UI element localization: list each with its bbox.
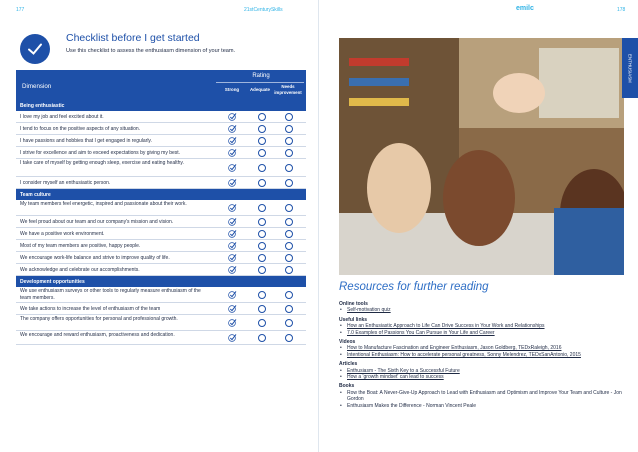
adequate-radio[interactable] (258, 242, 266, 250)
item-text: We use enthusiasm surveys or other tools to regularly measure enthusiasm of the team members. (20, 288, 201, 301)
item-text: We have a positive work environment. (20, 230, 105, 237)
item-text: The company offers opportunities for personal and professional growth. (20, 316, 178, 322)
checked-checkbox-icon[interactable] (228, 178, 237, 187)
resources-list (339, 298, 624, 409)
checked-checkbox-icon[interactable] (228, 229, 237, 238)
adequate-radio[interactable] (258, 113, 266, 121)
adequate-radio[interactable] (258, 319, 266, 327)
table-row (16, 216, 306, 228)
item-text: I have passions and hobbies that I get engaged in regularly. (20, 137, 152, 144)
checked-checkbox-icon[interactable] (228, 217, 237, 226)
resource-group-heading: Useful links (339, 316, 368, 323)
resource-item[interactable] (339, 374, 624, 380)
header-tag: 21stCenturySkills (244, 7, 283, 13)
resource-item[interactable] (339, 307, 624, 313)
table-row (16, 315, 306, 331)
checked-checkbox-icon[interactable] (228, 318, 237, 327)
checked-checkbox-icon[interactable] (228, 148, 237, 157)
table-row (16, 264, 306, 276)
checked-checkbox-icon[interactable] (228, 163, 237, 172)
needs-improvement-radio[interactable] (285, 113, 293, 121)
resource-item (339, 403, 624, 409)
table-row (16, 147, 306, 159)
table-row (16, 177, 306, 189)
adequate-radio[interactable] (258, 125, 266, 133)
checked-checkbox-icon[interactable] (228, 136, 237, 145)
checked-checkbox-icon[interactable] (228, 112, 237, 121)
item-text: I take care of myself by getting enough sleep, exercise and eating healthy. (20, 160, 184, 166)
resource-link[interactable]: Intentional Enthusiasm: How to accelerate personal greatness, Sonny Melendrez, TEDxSanAntonio, 2015 (347, 351, 581, 358)
resource-text: Row the Boat: A Never-Give-Up Approach to Lead with Enthusiasm and Optimism and Improve Your Team and Culture - Jon Gordon (347, 389, 622, 403)
needs-improvement-radio[interactable] (285, 179, 293, 187)
needs-improvement-radio[interactable] (285, 218, 293, 226)
adequate-radio[interactable] (258, 179, 266, 187)
item-text: I strive for excellence and aim to exceed expectations by giving my best. (20, 149, 181, 156)
page-subtitle: Use this checklist to assess the enthusiasm dimension of your team. (66, 48, 236, 54)
resource-item[interactable] (339, 330, 624, 336)
resource-group-heading: Videos (339, 339, 356, 346)
col-strong: Strong (224, 87, 240, 92)
table-row (16, 123, 306, 135)
adequate-radio[interactable] (258, 230, 266, 238)
resource-group-heading: Books (339, 383, 355, 390)
checked-checkbox-icon[interactable] (228, 265, 237, 274)
adequate-radio[interactable] (258, 305, 266, 313)
page-number-left: 177 (16, 7, 25, 13)
adequate-radio[interactable] (258, 204, 266, 212)
needs-improvement-radio[interactable] (285, 204, 293, 212)
resource-text: Enthusiasm Makes the Difference - Norman Vincent Peale (347, 402, 477, 409)
checked-checkbox-icon[interactable] (228, 203, 237, 212)
brand-logo: emilc (516, 5, 534, 12)
table-row (16, 200, 306, 216)
checklist-table (16, 70, 306, 345)
needs-improvement-radio[interactable] (285, 137, 293, 145)
needs-improvement-radio[interactable] (285, 319, 293, 327)
team-photo (339, 38, 624, 275)
table-header (16, 70, 306, 100)
adequate-radio[interactable] (258, 137, 266, 145)
resource-link[interactable]: 7.0 Examples of Passions You Can Pursue in Your Life and Career (347, 329, 495, 336)
table-row (16, 159, 306, 177)
item-text: I consider myself an enthusiastic person. (20, 179, 111, 186)
needs-improvement-radio[interactable] (285, 305, 293, 313)
needs-improvement-radio[interactable] (285, 334, 293, 342)
needs-improvement-radio[interactable] (285, 149, 293, 157)
adequate-radio[interactable] (258, 218, 266, 226)
checked-checkbox-icon[interactable] (228, 253, 237, 262)
table-row (16, 287, 306, 303)
item-text: We acknowledge and celebrate our accomplishments. (20, 266, 140, 273)
table-row (16, 303, 306, 315)
needs-improvement-radio[interactable] (285, 125, 293, 133)
resource-link[interactable]: How to Manufacture Fascination and Engineer Enthusiasm, Jason Goldberg, TEDxRaleigh, 2016 (347, 345, 562, 352)
needs-improvement-radio[interactable] (285, 164, 293, 172)
table-row (16, 228, 306, 240)
resources-title: Resources for further reading (339, 281, 489, 293)
dimension-header: Dimension (22, 83, 52, 90)
checked-checkbox-icon[interactable] (228, 290, 237, 299)
adequate-radio[interactable] (258, 254, 266, 262)
book-spine (318, 0, 319, 452)
item-text: Most of my team members are positive, happy people. (20, 242, 141, 249)
rating-divider (216, 82, 304, 83)
needs-improvement-radio[interactable] (285, 242, 293, 250)
item-text: We encourage work-life balance and strive to improve quality of life. (20, 254, 170, 261)
table-row (16, 331, 306, 345)
resource-link[interactable]: Enthusiasm - The Sixth Key to a Successful Future (347, 367, 460, 374)
adequate-radio[interactable] (258, 164, 266, 172)
col-adequate: Adequate (249, 87, 270, 92)
resource-link[interactable]: How an Enthusiastic Approach to Life Can Drive Success in Your Work and Relationships (347, 323, 545, 330)
table-row (16, 111, 306, 123)
resource-link[interactable]: How a 'growth mindset' can lead to success (347, 374, 444, 381)
section-side-tab: ENTHUSIASM (622, 38, 638, 98)
checked-checkbox-icon[interactable] (228, 241, 237, 250)
table-row (16, 135, 306, 147)
section-header (16, 276, 306, 287)
item-text: We take actions to increase the level of enthusiasm of the team (20, 305, 161, 312)
needs-improvement-radio[interactable] (285, 266, 293, 274)
adequate-radio[interactable] (258, 149, 266, 157)
page-title: Checklist before I get started (66, 32, 200, 44)
section-header (16, 100, 306, 111)
rating-header: Rating (252, 73, 270, 79)
checkmark-icon (20, 34, 50, 64)
section-title: Team culture (20, 192, 51, 198)
needs-improvement-radio[interactable] (285, 230, 293, 238)
section-title: Development opportunities (20, 279, 85, 285)
adequate-radio[interactable] (258, 266, 266, 274)
resource-item[interactable] (339, 352, 624, 358)
needs-improvement-radio[interactable] (285, 291, 293, 299)
resource-group-heading: Articles (339, 361, 358, 368)
section-title: Being enthusiastic (20, 103, 65, 109)
item-text: I tend to focus on the positive aspects of any situation. (20, 125, 141, 132)
section-header (16, 189, 306, 200)
item-text: I love my job and feel excited about it. (20, 113, 104, 120)
item-text: My team members feel energetic, inspired and passionate about their work. (20, 201, 187, 207)
adequate-radio[interactable] (258, 291, 266, 299)
item-text: We encourage and reward enthusiasm, proactiveness and dedication. (20, 332, 175, 338)
table-row (16, 252, 306, 264)
checked-checkbox-icon[interactable] (228, 124, 237, 133)
adequate-radio[interactable] (258, 334, 266, 342)
resource-link[interactable]: Self-motivation quiz (347, 307, 391, 314)
resource-group-heading: Online tools (339, 301, 368, 307)
col-needs-improvement: Needs improvement (274, 84, 302, 95)
checked-checkbox-icon[interactable] (228, 304, 237, 313)
checked-checkbox-icon[interactable] (228, 333, 237, 342)
page-number-right: 178 (617, 7, 626, 13)
table-body (16, 100, 306, 345)
resource-item (339, 390, 624, 403)
item-text: We feel proud about our team and our company's mission and vision. (20, 218, 174, 225)
needs-improvement-radio[interactable] (285, 254, 293, 262)
table-row (16, 240, 306, 252)
